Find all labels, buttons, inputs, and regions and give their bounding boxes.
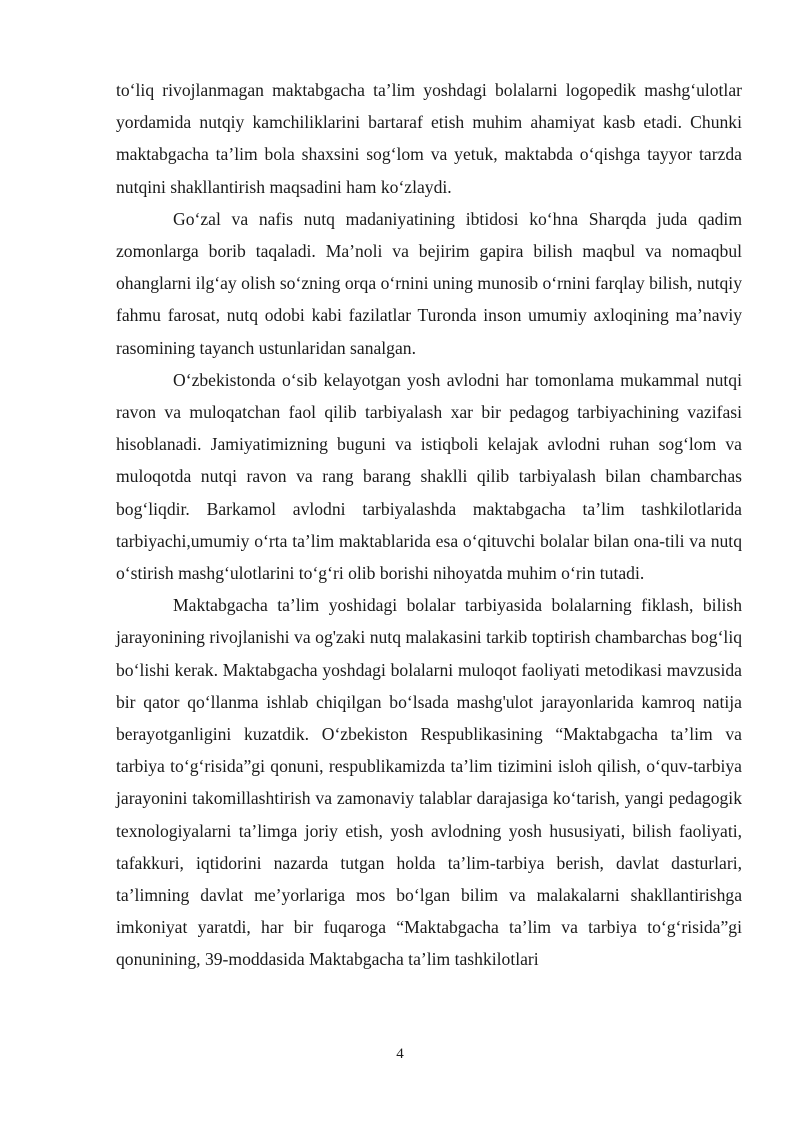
page-number: 4 [396,1046,404,1062]
document-body [116,74,742,976]
paragraph-3: O‘zbekistonda o‘sib kelayotgan yosh avlodni har tomonlama mukammal nutqi ravon va muloqatchan faol qilib tarbiyalash xar bir pedagog tarbiyachining vazifasi hisoblanadi. Jamiyatimizning buguni va istiqboli kelajak avlodni ruhan sog‘lom va muloqotda nutqi ravon va rang barang shaklli qilib tarbiyalash bilan chambarchas bog‘liqdir. Barkamol avlodni tarbiyalashda maktabgacha ta’lim tashkilotlarida tarbiyachi,umumiy o‘rta ta’lim maktablarida esa o‘qituvchi bolalar bilan ona-tili va nutq o‘stirish mashg‘ulotlarini to‘g‘ri olib borishi nihoyatda muhim o‘rin tutadi. [116,369,742,584]
paragraph-1-continuation: to‘liq rivojlanmagan maktabgacha ta’lim yoshdagi bolalarni logopedik mashg‘ulotlar yordamida nutqiy kamchiliklarini bartaraf etish muhim ahamiyat kasb etadi. Chunki maktabgacha ta’lim bola shaxsini sog‘lom va yetuk, maktabda o‘qishga tayyor tarzda nutqini shakllantirish maqsadini ham ko‘zlaydi. [116,80,742,197]
paragraph-4: Maktabgacha ta’lim yoshidagi bolalar tarbiyasida bolalarning fiklash, bilish jarayonining rivojlanishi va og'zaki nutq malakasini tarkib toptirish chambarchas bog‘liq bo‘lishi kerak. Maktabgacha yoshdagi bolalarni muloqot faoliyati metodikasi mavzusida bir qator qo‘llanma ishlab chiqilgan bo‘lsada mashg'ulot jarayonlarida kamroq natija berayotganligini kuzatdik. O‘zbekiston Respublikasining “Maktabgacha ta’lim va tarbiya to‘g‘risida”gi qonuni, respublikamizda ta’lim tizimini isloh qilish, o‘quv-tarbiya jarayonini takomillashtirish va zamonaviy talablar darajasiga ko‘tarish, yangi pedagogik texnologiyalarni ta’limga joriy etish, yosh avlodning yosh hususiyati, bilish faoliyati, tafakkuri, iqtidorini nazarda tutgan holda ta’lim-tarbiya berish, davlat dasturlari, ta’limning davlat me’yorlariga mos bo‘lgan bilim va malakalarni shakllantirishga imkoniyat yaratdi, har bir fuqaroga “Maktabgacha ta’lim va tarbiya to‘g‘risida”gi qonunining, 39-moddasida Maktabgacha ta’lim tashkilotlari [116,595,742,970]
paragraph-2: Go‘zal va nafis nutq madaniyatining ibtidosi ko‘hna Sharqda juda qadim zomonlarga borib taqaladi. Ma’noli va bejirim gapira bilish maqbul va nomaqbul ohanglarni ilg‘ay olish so‘zning orqa o‘rnini uning munosib o‘rnini farqlay bilish, nutqiy fahmu farosat, nutq odobi kabi fazilatlar Turonda inson umumiy axloqining ma’naviy rasomining tayanch ustunlaridan sanalgan. [116,208,742,358]
